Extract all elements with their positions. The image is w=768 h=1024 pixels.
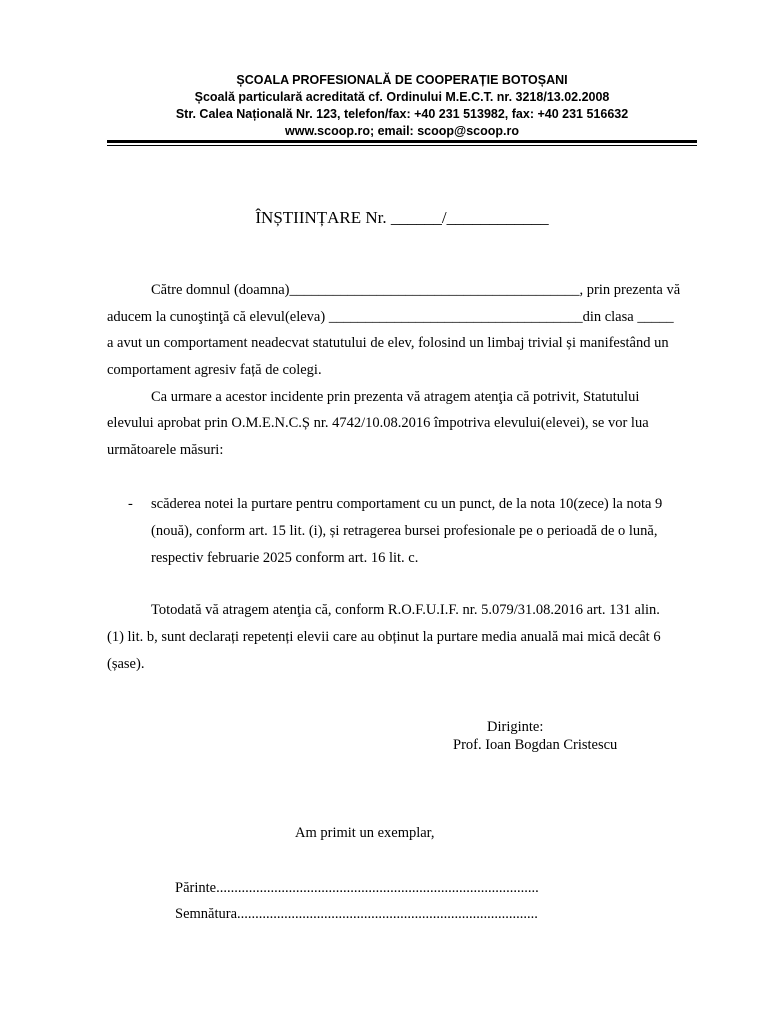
paragraph1-line4: comportament agresiv față de colegi.	[107, 362, 322, 378]
bullet-line2: (nouă), conform art. 15 lit. (i), și retragerea bursei profesionale pe o perioadă de o lună,	[151, 523, 658, 539]
signature-line: Semnătura...................................................................................	[175, 906, 538, 922]
paragraph2-line2: elevului aprobat prin O.M.E.N.C.Ș nr. 4742/10.08.2016 împotriva elevului(elevei), se vor lua	[107, 415, 649, 431]
paragraph2-line3: următoarele măsuri:	[107, 442, 224, 458]
school-name: ȘCOALA PROFESIONALĂ DE COOPERAȚIE BOTOȘANI	[236, 73, 568, 87]
paragraph1-line2: aducem la cunoştinţă că elevul(eleva) ___________________________________din clasa _____	[107, 309, 674, 325]
paragraph2-line1: Ca urmare a acestor incidente prin prezenta vă atragem atenţia că potrivit, Statutului	[151, 389, 640, 405]
paragraph3-line1: Totodată vă atragem atenţia că, conform R.O.F.U.I.F. nr. 5.079/31.08.2016 art. 131 alin.	[151, 602, 660, 618]
school-header	[107, 72, 697, 140]
document-title: ÎNȘTIINȚARE Nr. ______/____________	[255, 208, 549, 227]
header-rule-thin	[107, 145, 697, 146]
bullet-line1: scăderea notei la purtare pentru comportament cu un punct, de la nota 10(zece) la nota 9	[151, 496, 663, 512]
address-line: Str. Calea Națională Nr. 123, telefon/fax: +40 231 513982, fax: +40 231 516632	[175, 107, 629, 121]
paragraph3-line3: (șase).	[107, 656, 145, 672]
paragraph1-line3: a avut un comportament neadecvat statutului de elev, folosind un limbaj trivial și manifestând un	[107, 335, 669, 351]
signature-role: Diriginte:	[487, 719, 544, 735]
received-copy-text: Am primit un exemplar,	[295, 825, 435, 841]
signature-name: Prof. Ioan Bogdan Cristescu	[453, 737, 618, 753]
web-email-line: www.scoop.ro; email: scoop@scoop.ro	[285, 124, 519, 138]
bullet-line3: respectiv februarie 2025 conform art. 16 lit. c.	[151, 550, 419, 566]
parent-line: Părinte.........................................................................................	[175, 880, 539, 896]
accreditation-line: Școală particulară acreditată cf. Ordinului M.E.C.T. nr. 3218/13.02.2008	[194, 90, 610, 104]
paragraph3-line2: (1) lit. b, sunt declarați repetenți elevii care au obținut la purtare media anuală mai mică decât 6	[107, 629, 661, 645]
bullet-dash: -	[128, 496, 133, 512]
header-rule-thick	[107, 140, 697, 143]
paragraph1-line1: Către domnul (doamna)________________________________________, prin prezenta vă	[151, 282, 681, 298]
